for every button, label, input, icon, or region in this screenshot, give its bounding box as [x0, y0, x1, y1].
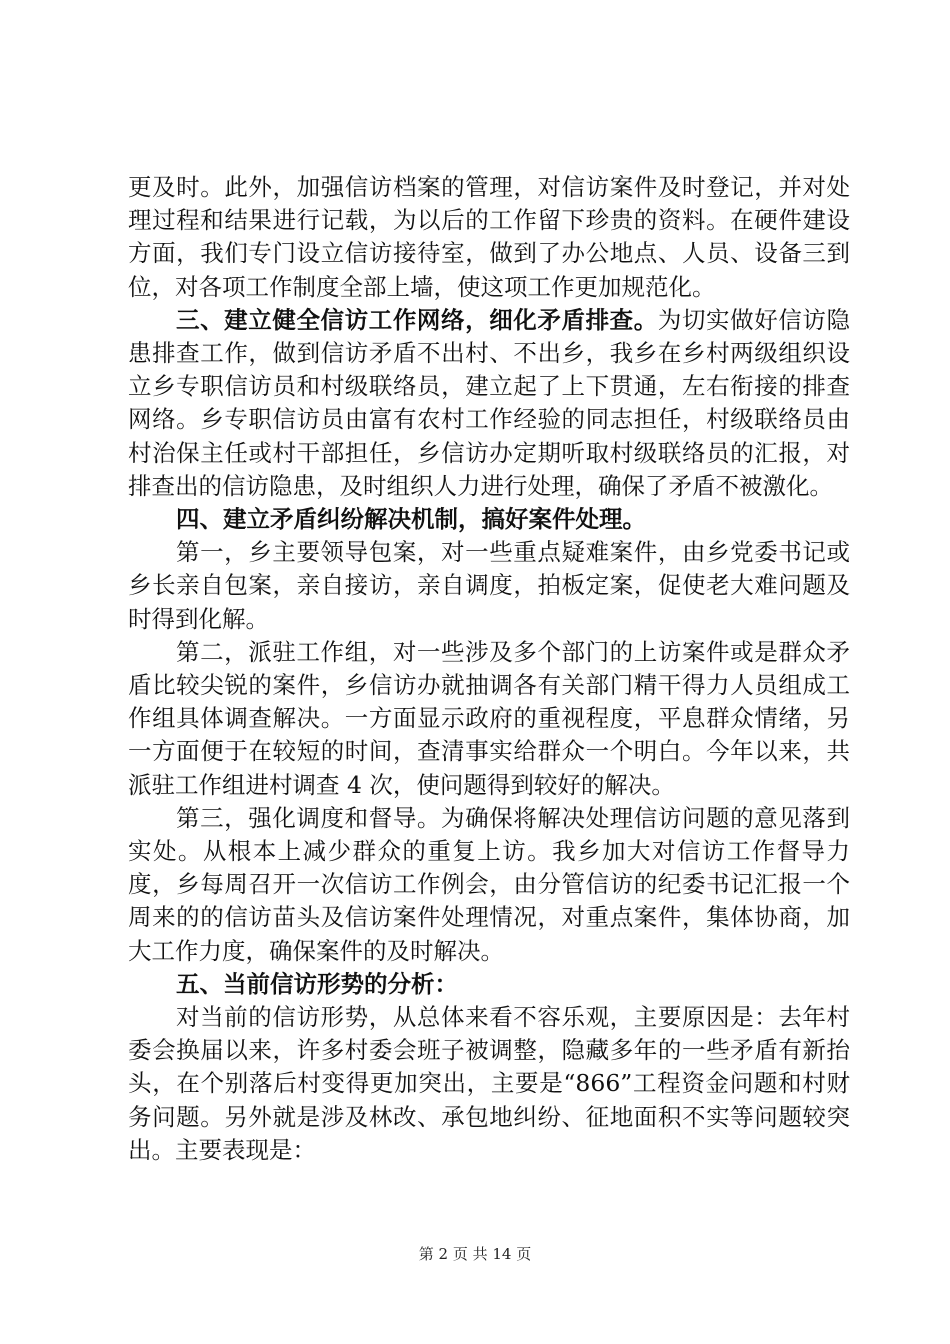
section-3-heading: 三、建立健全信访工作网络，细化矛盾排查。	[176, 305, 658, 334]
paragraph-item-3	[128, 802, 850, 968]
page-number-label: 第 2 页 共 14 页	[418, 1245, 532, 1263]
paragraph-analysis	[128, 1001, 850, 1167]
item-1-text: 第一，乡主要领导包案，对一些重点疑难案件，由乡党委书记或乡长亲自包案，亲自接访，亲自调度，拍板定案，促使老大难问题及时得到化解。	[128, 538, 850, 633]
section-5-heading: 五、当前信访形势的分析：	[176, 969, 458, 998]
item-3-text: 第三，强化调度和督导。为确保将解决处理信访问题的意见落到实处。从根本上减少群众的重复上访。我乡加大对信访工作督导力度，乡每周召开一次信访工作例会，由分管信访的纪委书记汇报一个周来的的信访苗头及信访案件处理情况，对重点案件，集体协商，加大工作力度，确保案件的及时解决。	[128, 803, 850, 965]
paragraph-item-2	[128, 636, 850, 802]
section-4-heading: 四、建立矛盾纠纷解决机制，搞好案件处理。	[176, 505, 646, 534]
paragraph-item-1	[128, 536, 850, 636]
paragraph-1-text: 更及时。此外，加强信访档案的管理，对信访案件及时登记，并对处理过程和结果进行记载，为以后的工作留下珍贵的资料。在硬件建设方面，我们专门设立信访接待室，做到了办公地点、人员、设备三到位，对各项工作制度全部上墙，使这项工作更加规范化。	[128, 173, 850, 301]
document-body	[128, 171, 850, 1167]
paragraph-1	[128, 171, 850, 304]
paragraph-section-3	[128, 304, 850, 503]
paragraph-section-4	[128, 503, 850, 536]
item-2-text: 第二，派驻工作组，对一些涉及多个部门的上访案件或是群众矛盾比较尖锐的案件，乡信访办就抽调各有关部门精干得力人员组成工作组具体调查解决。一方面显示政府的重视程度，平息群众情绪，另一方面便于在较短的时间，查清事实给群众一个明白。今年以来，共派驻工作组进村调查 4 次，使问题得到较好的解决。	[128, 637, 850, 799]
section-3-text: 为切实做好信访隐患排查工作，做到信访矛盾不出村、不出乡，我乡在乡村两级组织设立乡专职信访员和村级联络员，建立起了上下贯通，左右衔接的排查网络。乡专职信访员由富有农村工作经验的同志担任，村级联络员由村治保主任或村干部担任，乡信访办定期听取村级联络员的汇报，对排查出的信访隐患，及时组织人力进行处理，确保了矛盾不被激化。	[128, 305, 851, 500]
analysis-text: 对当前的信访形势，从总体来看不容乐观，主要原因是：去年村委会换届以来，许多村委会班子被调整，隐藏多年的一些矛盾有新抬头，在个别落后村变得更加突出，主要是“866”工程资金问题和村财务问题。另外就是涉及林改、承包地纠纷、征地面积不实等问题较突出。主要表现是：	[128, 1003, 850, 1164]
paragraph-section-5	[128, 968, 850, 1001]
page-footer	[0, 1243, 950, 1264]
